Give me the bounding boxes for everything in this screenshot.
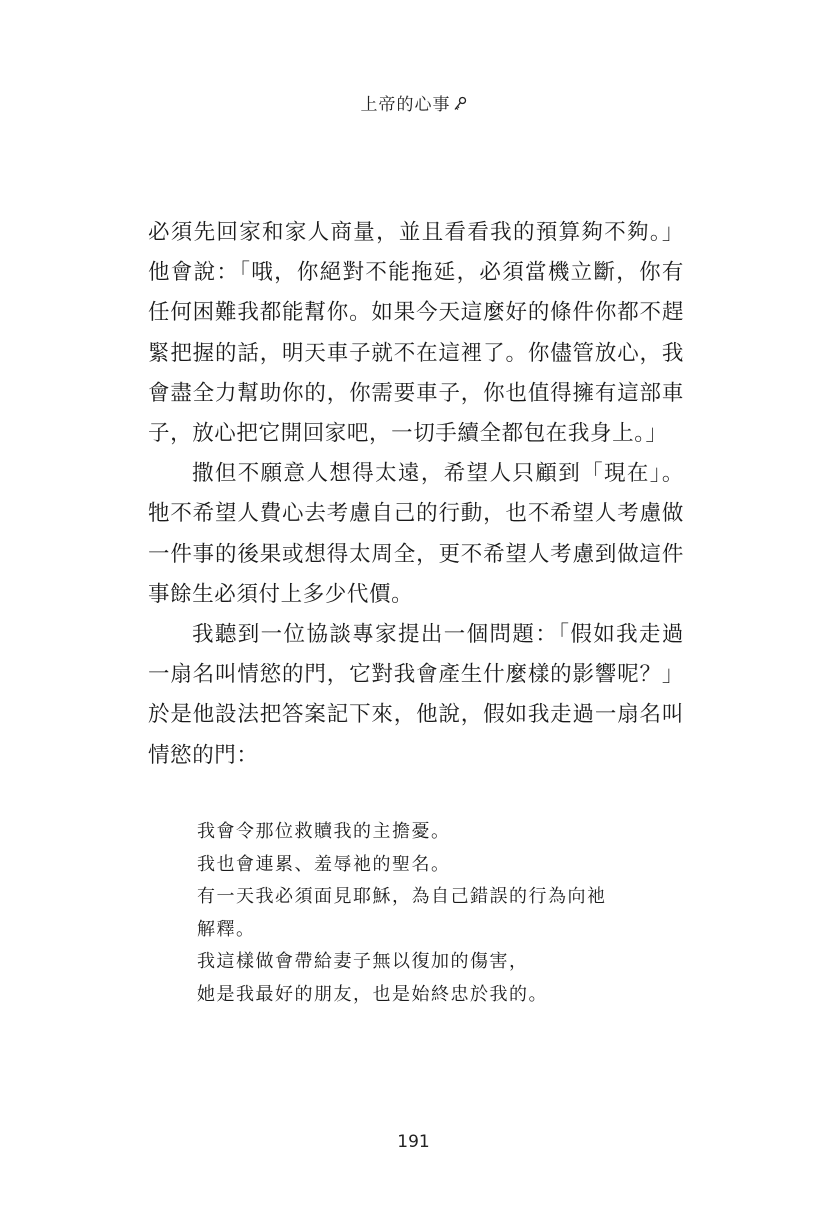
running-header (0, 90, 827, 117)
poem-line: 我會令那位救贖我的主擔憂。 (197, 821, 451, 842)
body-text (148, 213, 684, 776)
poem-block (197, 816, 667, 1011)
paragraph: 撒但不願意人想得太遠，希望人只顧到「現在」。牠不希望人費心去考慮自己的行動，也不希望人考慮做一件事的後果或想得太周全，更不希望人考慮到做這件事餘生必須付上多少代價。 (148, 461, 684, 607)
poem-line: 解釋。 (197, 918, 256, 940)
poem-line: 我也會連累、羞辱祂的聖名。 (197, 853, 451, 875)
paragraph-continued: 必須先回家和家人商量，並且看看我的預算夠不夠。」他會說：「哦，你絕對不能拖延，必須當機立斷，你有任何困難我都能幫你。如果今天這麼好的條件你都不趕緊把握的話，明天車子就不在這裡了。你儘管放心，我會盡全力幫助你的，你需要車子，你也值得擁有這部車子，放心把它開回家吧，一切手續全都包在我身上。」 (148, 220, 684, 447)
page-number: 191 (397, 1132, 430, 1152)
paragraph: 我聽到一位協談專家提出一個問題：「假如我走過一扇名叫情慾的門，它對我會產生什麼樣的影響呢？」於是他設法把答案記下來，他說，假如我走過一扇名叫情慾的門： (148, 622, 684, 768)
poem-line: 有一天我必須面見耶穌，為自己錯誤的行為向祂 (197, 886, 607, 907)
poem-line: 我這樣做會帶給妻子無以復加的傷害， (197, 951, 529, 972)
key-icon (453, 96, 467, 117)
book-title: 上帝的心事 (360, 95, 451, 115)
poem-line: 她是我最好的朋友，也是始終忠於我的。 (197, 983, 548, 1005)
